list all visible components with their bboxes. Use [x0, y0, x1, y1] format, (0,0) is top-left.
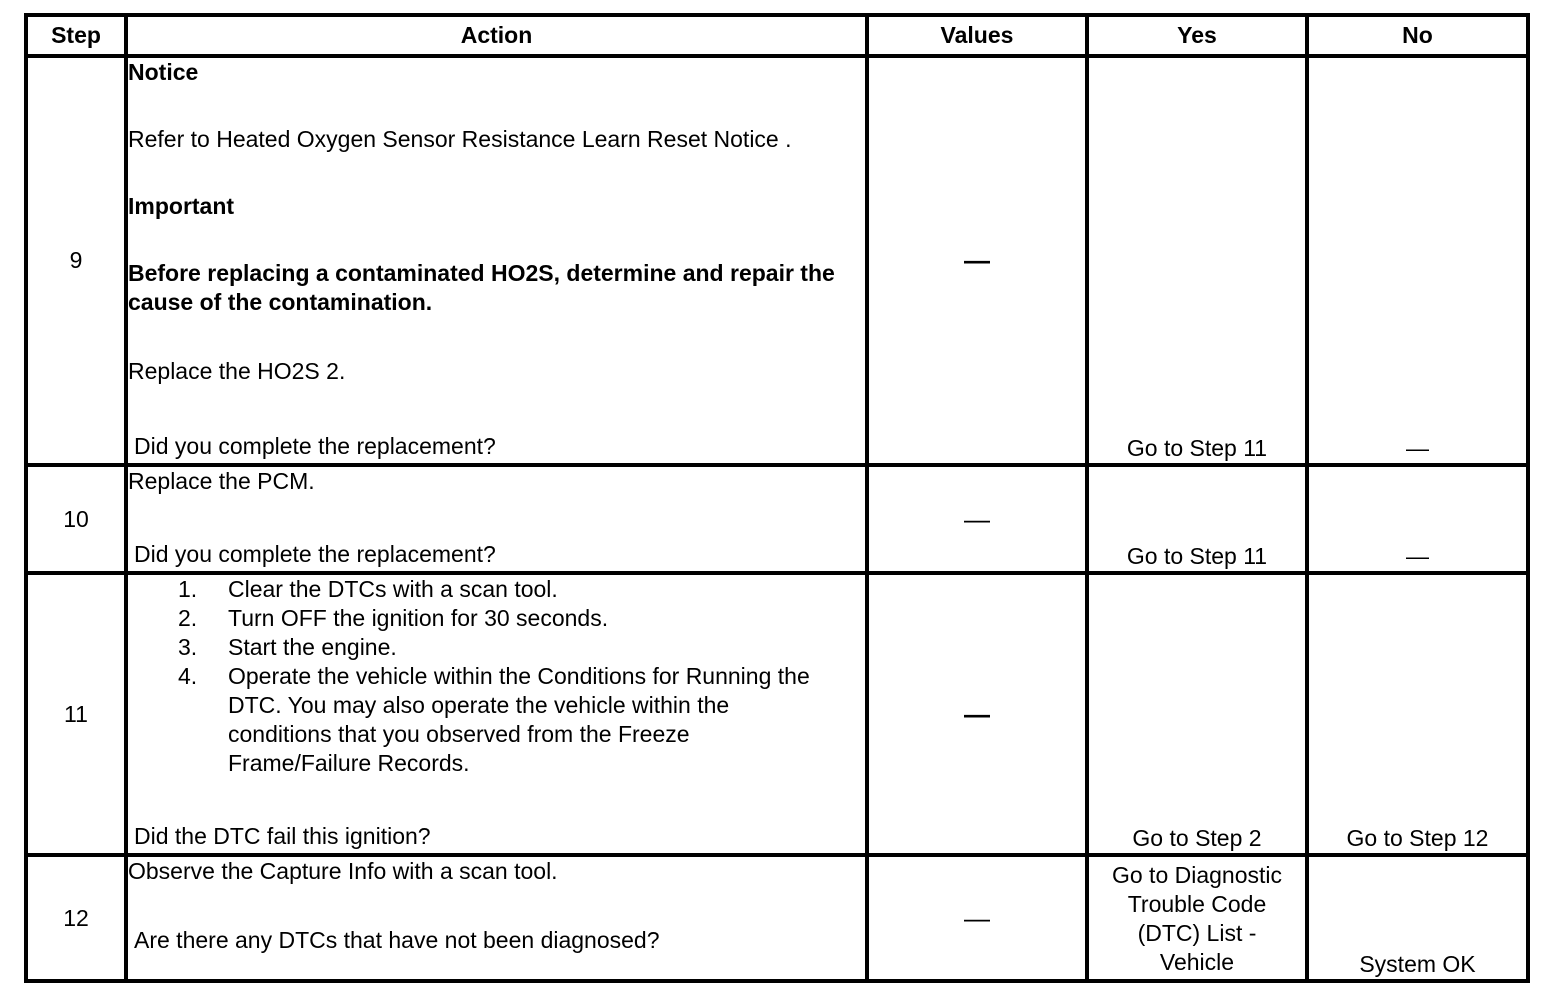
header-values: Values — [867, 15, 1087, 56]
header-no: No — [1307, 15, 1528, 56]
action-cell — [126, 56, 867, 465]
table-row-step-11 — [26, 573, 1528, 855]
question-text: Did you complete the replacement? — [134, 541, 496, 567]
list-item-number: 3. — [178, 634, 198, 660]
step-number: 11 — [26, 573, 126, 855]
list-item-number: 2. — [178, 605, 198, 631]
header-step: Step — [26, 15, 126, 56]
no-cell: — — [1307, 56, 1528, 465]
header-row — [26, 15, 1528, 56]
list-item-text: Turn OFF the ignition for 30 seconds. — [228, 605, 609, 631]
table-row-step-10 — [26, 465, 1528, 573]
no-cell: Go to Step 12 — [1307, 573, 1528, 855]
procedure-list — [128, 575, 865, 778]
no-cell: — — [1307, 465, 1528, 573]
notice-heading: Notice — [128, 59, 199, 85]
instruction-text: Observe the Capture Info with a scan tool. — [128, 858, 558, 884]
diagnostic-table — [24, 13, 1530, 983]
no-cell: System OK — [1307, 855, 1528, 981]
list-item — [178, 662, 865, 778]
list-item-number: 1. — [178, 576, 198, 602]
list-item-text: Operate the vehicle within the Conditions for Running the DTC. You may also operate the vehicle within the conditions that you observed from the Freeze Frame/Failure Records. — [228, 663, 810, 776]
question-text: Did the DTC fail this ignition? — [134, 823, 431, 849]
list-item — [178, 633, 865, 662]
values-cell: — — [867, 465, 1087, 573]
yes-cell: Go to Step 11 — [1087, 56, 1307, 465]
values-cell: — — [867, 855, 1087, 981]
list-item — [178, 575, 865, 604]
header-action: Action — [126, 15, 867, 56]
action-cell — [126, 573, 867, 855]
list-item-text: Clear the DTCs with a scan tool. — [228, 576, 558, 602]
yes-cell: Go to Step 11 — [1087, 465, 1307, 573]
table-row-step-9 — [26, 56, 1528, 465]
notice-text: Refer to Heated Oxygen Sensor Resistance Learn Reset Notice . — [128, 126, 792, 152]
step-number: 10 — [26, 465, 126, 573]
instruction-text: Replace the HO2S 2. — [128, 358, 346, 384]
step-number: 9 — [26, 56, 126, 465]
list-item — [178, 604, 865, 633]
question-text: Did you complete the replacement? — [134, 433, 496, 459]
table-row-step-12 — [26, 855, 1528, 981]
step-number: 12 — [26, 855, 126, 981]
yes-cell: Go to Step 2 — [1087, 573, 1307, 855]
header-yes: Yes — [1087, 15, 1307, 56]
important-text: Before replacing a contaminated HO2S, determine and repair the cause of the contamination. — [128, 260, 835, 315]
instruction-text: Replace the PCM. — [128, 468, 315, 494]
list-item-number: 4. — [178, 663, 198, 689]
important-heading: Important — [128, 193, 235, 219]
action-cell — [126, 465, 867, 573]
list-item-text: Start the engine. — [228, 634, 397, 660]
values-cell: — — [867, 56, 1087, 465]
action-cell — [126, 855, 867, 981]
yes-cell: Go to Diagnostic Trouble Code (DTC) List - Vehicle — [1087, 855, 1307, 981]
values-cell: — — [867, 573, 1087, 855]
question-text: Are there any DTCs that have not been diagnosed? — [134, 927, 660, 953]
